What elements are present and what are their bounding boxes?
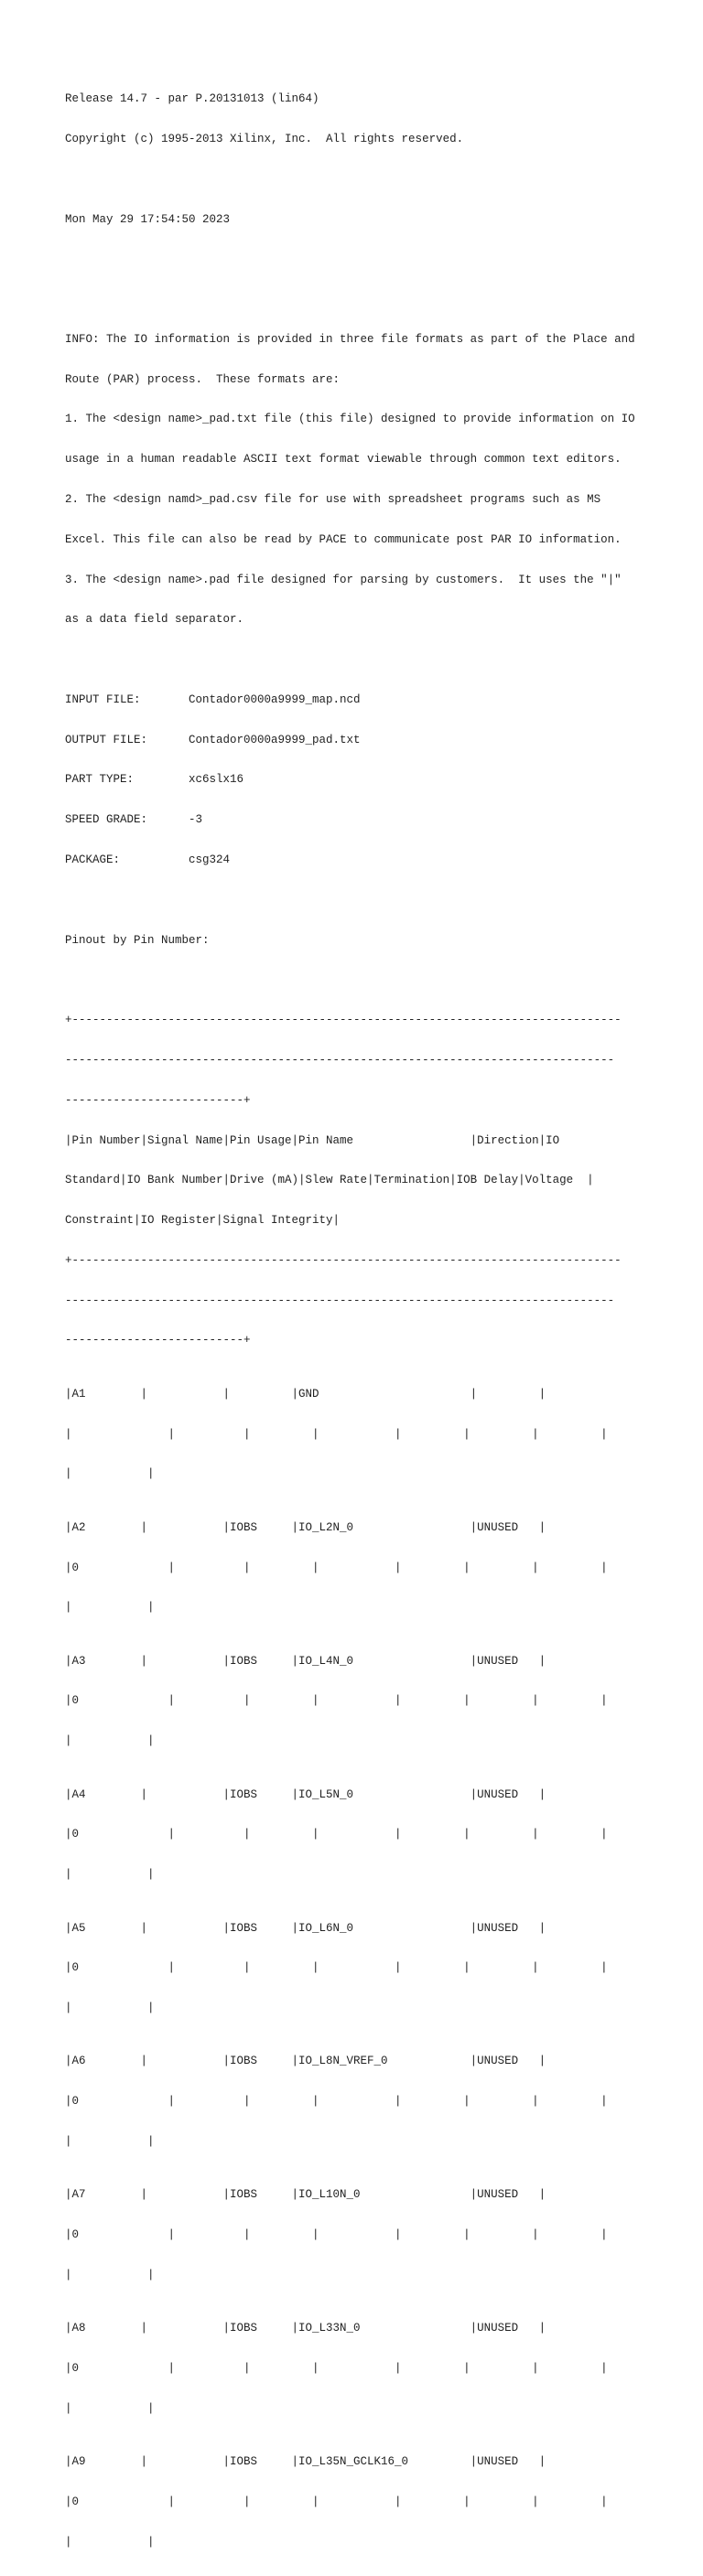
info-line: Route (PAR) process. These formats are: — [65, 372, 341, 386]
table-row-cont: | | — [65, 1868, 155, 1882]
info-line: 1. The <design name>_pad.txt file (this file) designed to provide information on IO — [65, 413, 635, 426]
table-row-cont: |0 | | | | | | | — [65, 1561, 608, 1574]
table-row-cont: |0 | | | | | | | — [65, 1828, 608, 1841]
table-row-cont: | | — [65, 2535, 155, 2549]
speed-grade-line: SPEED GRADE: -3 — [65, 813, 203, 827]
table-border-top: -------------------------------------------------------------------------------- — [65, 1053, 615, 1067]
blank-line — [65, 293, 635, 306]
output-file-line: OUTPUT FILE: Contador0000a9999_pad.txt — [65, 733, 361, 746]
table-row: |A3 | |IOBS |IO_L4N_0 |UNUSED | — [65, 1654, 546, 1668]
table-border-mid: +-------------------------------------------------------------------------------- — [65, 1253, 622, 1267]
release-line: Release 14.7 - par P.20131013 (lin64) — [65, 92, 319, 106]
table-row-cont: | | — [65, 1467, 155, 1481]
package-line: PACKAGE: csg324 — [65, 853, 231, 867]
info-line: 2. The <design namd>_pad.csv file for use with spreadsheet programs such as MS — [65, 493, 601, 506]
table-border-mid: -------------------------------------------------------------------------------- — [65, 1293, 615, 1307]
info-line: INFO: The IO information is provided in three file formats as part of the Place and — [65, 332, 635, 346]
table-row: |A2 | |IOBS |IO_L2N_0 |UNUSED | — [65, 1520, 546, 1534]
table-row: |A1 | | |GND | | — [65, 1387, 546, 1401]
blank-line — [65, 252, 635, 266]
table-row-cont: | | — [65, 1601, 155, 1615]
table-row-cont: | | — [65, 1734, 155, 1748]
table-row-cont: | | | | | | | | — [65, 1427, 608, 1441]
table-border-top: +-------------------------------------------------------------------------------- — [65, 1014, 622, 1027]
info-line: Excel. This file can also be read by PACE to communicate post PAR IO information. — [65, 532, 622, 546]
timestamp-line: Mon May 29 17:54:50 2023 — [65, 212, 231, 226]
table-border-top: --------------------------+ — [65, 1093, 251, 1107]
table-row-cont: |0 | | | | | | | — [65, 2496, 608, 2509]
table-row-cont: |0 | | | | | | | — [65, 2228, 608, 2242]
table-row-cont: | | — [65, 2268, 155, 2281]
table-header-line: Standard|IO Bank Number|Drive (mA)|Slew Rate|Termination|IOB Delay|Voltage | — [65, 1174, 594, 1187]
part-type-line: PART TYPE: xc6slx16 — [65, 773, 244, 787]
table-row: |A8 | |IOBS |IO_L33N_0 |UNUSED | — [65, 2322, 546, 2335]
table-row: |A4 | |IOBS |IO_L5N_0 |UNUSED | — [65, 1787, 546, 1801]
table-row: |A5 | |IOBS |IO_L6N_0 |UNUSED | — [65, 1921, 546, 1935]
table-row-cont: |0 | | | | | | | — [65, 2095, 608, 2109]
table-row-cont: | | — [65, 2002, 155, 2015]
blank-line — [65, 894, 635, 907]
table-row-cont: |0 | | | | | | | — [65, 2362, 608, 2376]
table-row: |A9 | |IOBS |IO_L35N_GCLK16_0 |UNUSED | — [65, 2455, 546, 2469]
info-line: usage in a human readable ASCII text format viewable through common text editors. — [65, 453, 622, 467]
pad-report-text — [65, 66, 635, 2576]
pinout-title: Pinout by Pin Number: — [65, 933, 210, 947]
table-header-line: Constraint|IO Register|Signal Integrity| — [65, 1214, 341, 1228]
table-header-line: |Pin Number|Signal Name|Pin Usage|Pin Name |Direction|IO — [65, 1133, 560, 1147]
table-row-cont: | | — [65, 2135, 155, 2149]
table-row-cont: |0 | | | | | | | — [65, 1961, 608, 1975]
blank-line — [65, 173, 635, 187]
info-line: as a data field separator. — [65, 613, 244, 627]
table-border-mid: --------------------------+ — [65, 1334, 251, 1347]
table-row-cont: |0 | | | | | | | — [65, 1694, 608, 1708]
input-file-line: INPUT FILE: Contador0000a9999_map.ncd — [65, 692, 361, 706]
table-row: |A6 | |IOBS |IO_L8N_VREF_0 |UNUSED | — [65, 2055, 546, 2068]
info-line: 3. The <design name>.pad file designed for parsing by customers. It uses the "|" — [65, 573, 622, 586]
table-row-cont: | | — [65, 2401, 155, 2415]
copyright-line: Copyright (c) 1995-2013 Xilinx, Inc. All rights reserved. — [65, 132, 464, 145]
blank-line — [65, 653, 635, 667]
table-row: |A7 | |IOBS |IO_L10N_0 |UNUSED | — [65, 2188, 546, 2202]
blank-line — [65, 973, 635, 987]
